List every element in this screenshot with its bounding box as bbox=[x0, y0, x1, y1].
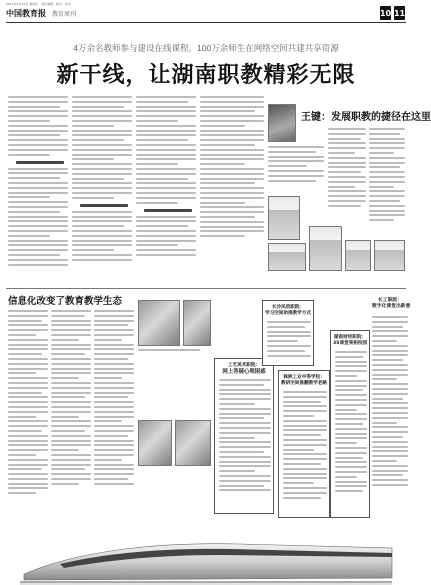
feature-box-civil bbox=[262, 300, 314, 366]
screenshot-2 bbox=[268, 243, 306, 271]
subheadline: 4万余名教师参与建设在线课程，100万余师生在网络空间共建共享资源 bbox=[73, 43, 339, 53]
lower-column-3 bbox=[94, 310, 134, 520]
feature-box-craft-title: 工艺美术职院： 网上答疑心理困惑 bbox=[222, 363, 266, 375]
right-column-text bbox=[372, 316, 408, 516]
interview-column-1 bbox=[328, 128, 366, 220]
article-column-3 bbox=[136, 96, 196, 284]
feature-box-zhuzhou bbox=[278, 370, 330, 518]
article-column-2 bbox=[72, 96, 132, 284]
headline: 新干线，让湖南职教精彩无限 bbox=[56, 63, 356, 88]
right-column-title: 长工职院： 数字化课堂出新意 bbox=[372, 298, 411, 309]
classroom-photo-4 bbox=[175, 420, 211, 466]
interview-title: 王键：发展职教的捷径在这里 bbox=[301, 112, 431, 123]
screenshot-5 bbox=[374, 240, 405, 271]
screenshot-1 bbox=[268, 196, 300, 240]
feature-box-zhuzhou-text bbox=[283, 391, 327, 515]
masthead bbox=[6, 8, 76, 19]
info-section-title: 信息化改变了教育教学生态 bbox=[8, 296, 123, 307]
newspaper-logo: 中国教育报 bbox=[6, 8, 46, 18]
photo-caption bbox=[138, 349, 210, 357]
feature-box-craft-text bbox=[219, 379, 271, 509]
feature-box-finance-text bbox=[335, 351, 367, 515]
feature-box-civil-title: 长沙民政职院： 学习空间助推教学方式 bbox=[265, 305, 311, 316]
classroom-photo-2 bbox=[183, 300, 211, 346]
feature-box-craft bbox=[214, 358, 274, 514]
screenshot-3 bbox=[309, 226, 342, 271]
interview-intro bbox=[268, 146, 324, 190]
feature-box-finance-title: 湖南财经职院： 3S课堂亮相校园 bbox=[333, 335, 368, 346]
feature-box-finance bbox=[330, 330, 370, 518]
page-number-right: 11 bbox=[394, 6, 405, 20]
classroom-photo-1 bbox=[138, 300, 180, 346]
classroom-photo-3 bbox=[138, 420, 172, 466]
interview-column-2 bbox=[369, 128, 405, 238]
lower-column-1 bbox=[8, 310, 48, 520]
article-column-1 bbox=[8, 96, 68, 284]
page-number-left: 10 bbox=[380, 6, 391, 20]
interviewee-portrait bbox=[268, 104, 296, 142]
section-name: 教育周刊 bbox=[52, 11, 77, 18]
feature-box-zhuzhou-title: 株洲工业中等学校： 教研空间推翻教学老路 bbox=[281, 375, 327, 386]
lower-column-2 bbox=[51, 310, 91, 520]
header-topline: 2015年6月19日 星期五 · 责任编辑 · 版式 · 校对 bbox=[6, 2, 71, 6]
section-divider bbox=[6, 288, 406, 289]
screenshot-4 bbox=[345, 240, 371, 271]
train-illustration bbox=[20, 530, 392, 585]
article-column-4 bbox=[200, 96, 264, 284]
feature-box-civil-text bbox=[267, 321, 311, 363]
header-rule bbox=[6, 22, 406, 23]
